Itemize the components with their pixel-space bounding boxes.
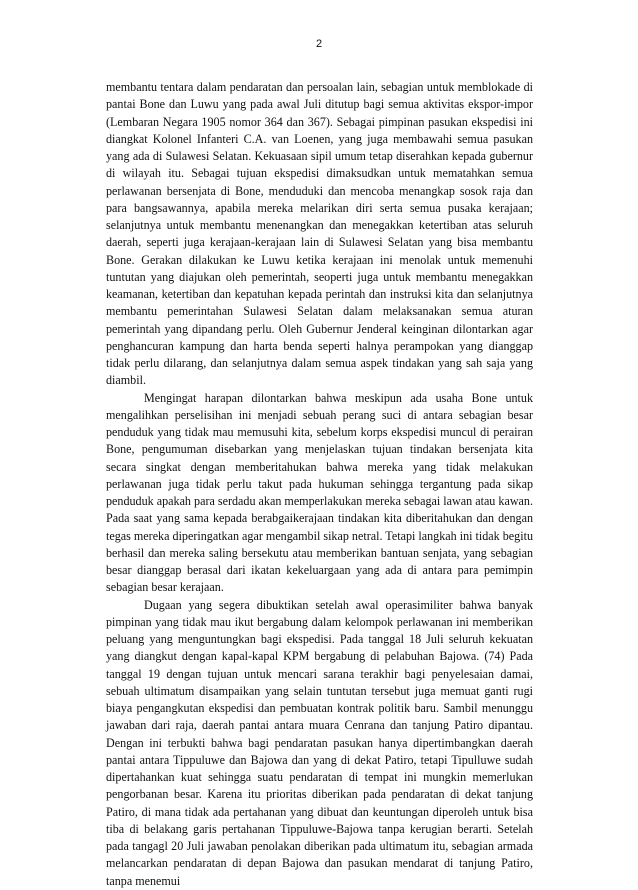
- page-number: 2: [315, 38, 323, 50]
- paragraph-3: Dugaan yang segera dibuktikan setelah awal operasimiliter bahwa banyak pimpinan yang tidak mau ikut bergabung dalam kelompok perlawanan ini memberikan peluang yang menguntungkan bagi ekspedisi. Pada tanggal 18 Juli seluruh kekuatan yang diangkut dengan kapal-kapal KPM bergabung di pelabuhan Bajowa. (74) Pada tanggal 19 dengan tujuan untuk mencari sarana terakhir bagi penyelesaian damai, sebuah ultimatum disampaikan yang selain tuntutan tersebut juga memuat ganti rugi biaya pengangkutan ekspedisi dan pembuatan kontrak politik baru. Sambil menunggu jawaban dari raja, daerah pantai antara muara Cenrana dan tanjung Patiro dipantau. Dengan ini terbukti bahwa bagi pendaratan pasukan hanya dipertimbangkan daerah pantai antara Tippuluwe dan Bajowa dan yang di dekat Patiro, tetapi Tipulluwe sudah dipertahankan kuat sehingga suatu pendaratan di tempat ini mungkin memerlukan pengorbanan besar. Karena itu prioritas diberikan pada pendaratan di dekat tanjung Patiro, di mana tidak ada pertahanan yang dibuat dan keuntungan diperoleh untuk bisa tiba di belakang garis pertahanan Tippuluwe-Bajowa tanpa kerugian berarti. Setelah pada tangagl 20 Juli jawaban penolakan diberikan pada ultimatum itu, sebagian armada melancarkan pendaratan di depan Bajowa dan pasukan mendarat di tanjung Patiro, tanpa menemui: [106, 597, 533, 888]
- paragraph-1: membantu tentara dalam pendaratan dan persoalan lain, sebagian untuk memblokade di pantai Bone dan Luwu yang pada awal Juli ditutup bagi semua aktivitas ekspor-impor (Lembaran Negara 1905 nomor 364 dan 367). Sebagai pimpinan pasukan ekspedisi ini diangkat Kolonel Infanteri C.A. van Loenen, yang juga membawahi semua pasukan yang ada di Sulawesi Selatan. Kekuasaan sipil umum tetap diserahkan kepada gubernur di wilayah itu. Sebagai tujuan ekspedisi dimaksudkan untuk mematahkan semua perlawanan bersenjata di Bone, menduduki dan mencoba menangkap sosok raja dan para bangsawannya, apabila mereka melarikan diri serta semua pusaka kerajaan; selanjutnya untuk membantu menenangkan dan menegakkan ketertiban atas seluruh daerah, seperti juga kerajaan-kerajaan lain di Sulawesi Selatan yang bisa membantu Bone. Gerakan dilakukan ke Luwu ketika kerajaan ini menolak untuk memenuhi tuntutan yang diajukan oleh pemerintah, seoperti juga untuk membantu menegakkan keamanan, ketertiban dan kepatuhan kepada perintah dan instruksi kita dan selanjutnya membantu pemerintahan Sulawesi Selatan dalam melaksanakan semua aturan pemerintah yang dipandang perlu. Oleh Gubernur Jenderal keinginan dilontarkan agar penghancuran kampung dan harta benda seperti halnya perampokan yang dianggap tidak perlu dilarang, dan selanjutnya dalam semua aspek tindakan yang sah saja yang diambil.: [106, 80, 533, 388]
- body-text: [106, 79, 533, 890]
- paragraph-2: Mengingat harapan dilontarkan bahwa meskipun ada usaha Bone untuk mengalihkan perselisihan ini menjadi sebuah perang suci di antara sebagian besar penduduk yang tidak mau memusuhi kita, sebelum korps ekspedisi muncul di perairan Bone, pengumuman disebarkan yang menjelaskan tujuan tindakan bersenjata kita secara singkat dengan memberitahukan bahwa mereka yang tidak melakukan perlawanan juga tidak perlu takut pada hukuman sehingga tergantung pada sikap penduduk apakah para serdadu akan memperlakukan mereka sebagai lawan atau kawan. Pada saat yang sama kepada berabgaikerajaan tindakan kita diberitahukan dan dengan tegas mereka diperingatkan agar mengambil sikap netral. Tetapi langkah ini tidak begitu berhasil dan mereka saling bersekutu atau memberikan bantuan senjata, yang sebagian besar dianggap berasal dari ikatan kekeluargaan yang ada di antara para pemimpin sebagian besar kerajaan.: [106, 390, 533, 595]
